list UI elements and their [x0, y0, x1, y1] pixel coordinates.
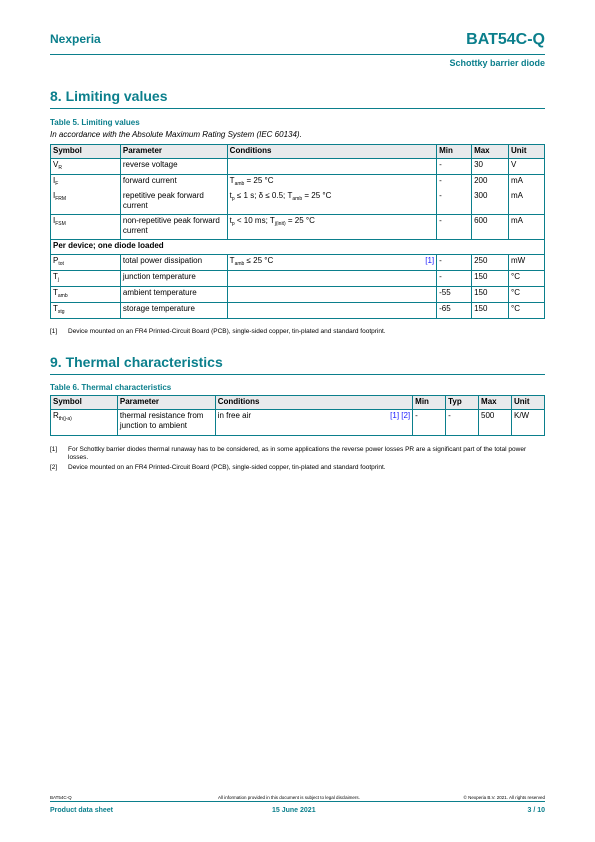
symbol-cell: $T_{stg}$: [51, 302, 121, 318]
unit-cell: °C: [509, 270, 545, 286]
symbol-cell: $I_{FRM}$: [51, 190, 121, 214]
min-cell: -55: [437, 286, 472, 302]
table-subheading-row: [51, 239, 545, 254]
unit-cell: °C: [509, 302, 545, 318]
symbol-cell: $I_{FSM}$: [51, 214, 121, 239]
col-unit: Unit: [511, 396, 544, 410]
footer-divider: [50, 801, 545, 802]
col-min: Min: [413, 396, 446, 410]
symbol-cell: $I_F$: [51, 175, 121, 191]
col-conditions: Conditions: [227, 145, 436, 159]
thermal-characteristics-table: [50, 395, 545, 436]
unit-cell: °C: [509, 286, 545, 302]
min-cell: -: [437, 254, 472, 270]
footnote-number: [1]: [50, 446, 58, 453]
section-9-title: 9. Thermal characteristics: [50, 354, 223, 370]
min-cell: -: [437, 214, 472, 239]
ref-cell: [405, 190, 437, 214]
conditions-cell: [227, 270, 405, 286]
footnote: [50, 328, 545, 336]
max-cell: 600: [472, 214, 509, 239]
table-5-note: In accordance with the Absolute Maximum Rating System (IEC 60134).: [50, 130, 302, 139]
unit-cell: mA: [509, 190, 545, 214]
footer-doc-type: Product data sheet: [50, 807, 114, 814]
table-row: [51, 286, 545, 302]
unit-cell: mA: [509, 214, 545, 239]
col-min: Min: [437, 145, 472, 159]
max-cell: 300: [472, 190, 509, 214]
table-row: [51, 175, 545, 191]
parameter-cell: reverse voltage: [120, 159, 227, 175]
section-8-title: 8. Limiting values: [50, 88, 168, 104]
max-cell: 150: [472, 270, 509, 286]
unit-cell: V: [509, 159, 545, 175]
symbol-cell: $V_R$: [51, 159, 121, 175]
min-cell: -: [437, 190, 472, 214]
col-unit: Unit: [509, 145, 545, 159]
unit-cell: K/W: [511, 410, 544, 436]
limiting-values-table: [50, 144, 545, 319]
min-cell: -: [413, 410, 446, 436]
document-subtitle: Schottky barrier diode: [449, 58, 545, 68]
part-number: BAT54C-Q: [466, 31, 545, 48]
table-header-row: [51, 145, 545, 159]
conditions-cell: $t_p < 10$ ms; $T_{j(init)} = 25$ °C: [227, 214, 405, 239]
footnote: [50, 446, 545, 462]
ref-cell: [405, 159, 437, 175]
min-cell: -: [437, 270, 472, 286]
col-symbol: Symbol: [51, 145, 121, 159]
table-row: [51, 254, 545, 270]
parameter-cell: thermal resistance from junction to ambient: [117, 410, 215, 436]
col-parameter: Parameter: [117, 396, 215, 410]
ref-cell: [405, 286, 437, 302]
min-cell: -65: [437, 302, 472, 318]
parameter-cell: ambient temperature: [120, 286, 227, 302]
col-typ: Typ: [446, 396, 479, 410]
max-cell: 500: [479, 410, 512, 436]
parameter-cell: junction temperature: [120, 270, 227, 286]
col-max: Max: [472, 145, 509, 159]
conditions-cell: [227, 159, 405, 175]
parameter-cell: forward current: [120, 175, 227, 191]
page-number: 3 / 10: [527, 807, 545, 814]
footnote-ref-link[interactable]: [1]: [405, 254, 437, 270]
max-cell: 150: [472, 286, 509, 302]
table-row: [51, 302, 545, 318]
table-row: [51, 214, 545, 239]
footnote-text: Device mounted on an FR4 Printed-Circuit Board (PCB), single-sided copper, tin-plated and standard footprint.: [68, 328, 386, 335]
typ-cell: -: [446, 410, 479, 436]
conditions-cell: [227, 286, 405, 302]
table-6-caption: Table 6. Thermal characteristics: [50, 383, 172, 392]
parameter-cell: repetitive peak forward current: [120, 190, 227, 214]
footnote-text: For Schottky barrier diodes thermal runaway has to be considered, as in some applications the reverse power losses PR are a significant part of the total power losses.: [68, 446, 527, 461]
conditions-cell: $T_{amb} = 25$ °C: [227, 175, 405, 191]
table-row: [51, 190, 545, 214]
brand-name: Nexperia: [50, 32, 101, 46]
col-symbol: Symbol: [51, 396, 118, 410]
footer-doc-id: BAT54C-Q: [50, 795, 72, 800]
symbol-cell: $T_j$: [51, 270, 121, 286]
subheading-cell: Per device; one diode loaded: [51, 239, 545, 254]
footer-disclaimer: All information provided in this document is subject to legal disclaimers.: [218, 795, 360, 800]
col-parameter: Parameter: [120, 145, 227, 159]
footer-date: 15 June 2021: [272, 807, 316, 814]
unit-cell: mW: [509, 254, 545, 270]
max-cell: 30: [472, 159, 509, 175]
conditions-cell: [227, 302, 405, 318]
min-cell: -: [437, 159, 472, 175]
parameter-cell: total power dissipation: [120, 254, 227, 270]
min-cell: -: [437, 175, 472, 191]
max-cell: 250: [472, 254, 509, 270]
footnote-number: [2]: [50, 464, 58, 471]
max-cell: 200: [472, 175, 509, 191]
symbol-cell: $R_{th(j-a)}$: [51, 410, 118, 436]
ref-cell: [405, 175, 437, 191]
footnote: [50, 464, 545, 472]
unit-cell: mA: [509, 175, 545, 191]
footer-copyright: © Nexperia B.V. 2021. All rights reserved: [463, 795, 545, 800]
parameter-cell: storage temperature: [120, 302, 227, 318]
max-cell: 150: [472, 302, 509, 318]
table-5-caption: Table 5. Limiting values: [50, 118, 140, 127]
footnote-ref-link[interactable]: [1] [2]: [380, 410, 413, 436]
conditions-cell: $T_{amb} \le 25$ °C: [227, 254, 405, 270]
col-conditions: Conditions: [215, 396, 412, 410]
table-row: [51, 270, 545, 286]
ref-cell: [405, 214, 437, 239]
footnote-text: Device mounted on an FR4 Printed-Circuit Board (PCB), single-sided copper, tin-plated and standard footprint.: [68, 464, 386, 471]
footnote-number: [1]: [50, 328, 58, 335]
symbol-cell: $T_{amb}$: [51, 286, 121, 302]
ref-cell: [405, 302, 437, 318]
ref-cell: [405, 270, 437, 286]
parameter-cell: non-repetitive peak forward current: [120, 214, 227, 239]
table-row: [51, 410, 545, 436]
section-9-rule: [50, 374, 545, 375]
conditions-cell: $t_p \le 1$ s; δ ≤ 0.5; $T_{amb} = 25$ °C: [227, 190, 405, 214]
conditions-cell: in free air: [215, 410, 380, 436]
section-8-rule: [50, 108, 545, 109]
header-divider: [50, 54, 545, 55]
symbol-cell: $P_{tot}$: [51, 254, 121, 270]
table-row: [51, 159, 545, 175]
table-header-row: [51, 396, 545, 410]
col-max: Max: [479, 396, 512, 410]
